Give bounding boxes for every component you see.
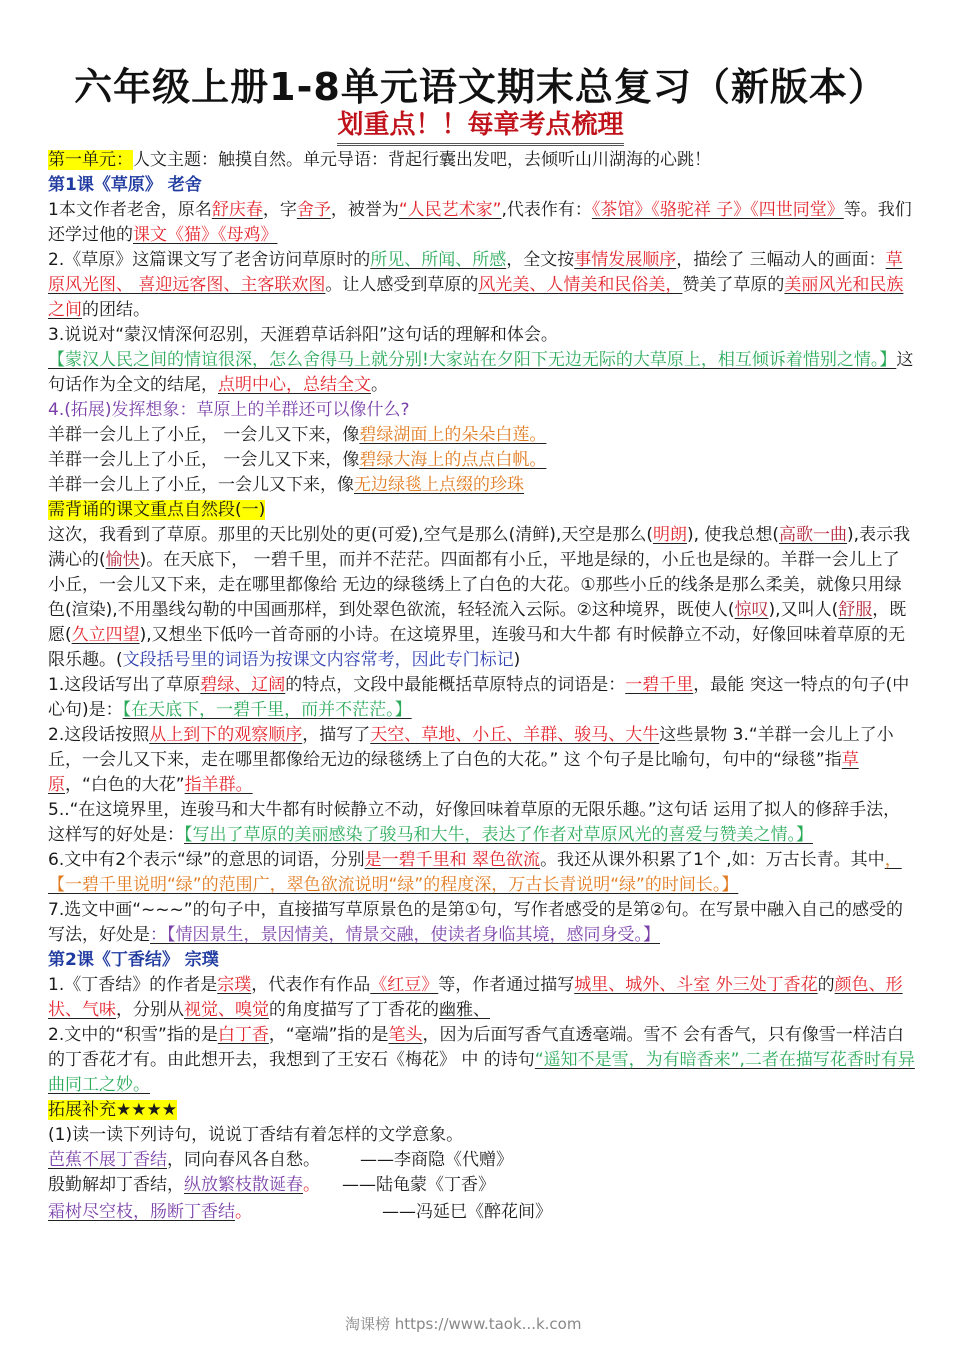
answer: “人民艺术家” (398, 200, 502, 220)
answer: 无边绿毯上点缀的珍珠 (354, 475, 524, 495)
text: ,代表作有： (501, 200, 592, 220)
text: ，因为后面写香气直透毫端。雪不 会有香气，只有像雪一样洁白的丁香花才有。由此想开去，我想到了王安石《梅花》 中 的诗句 (48, 1025, 904, 1070)
answer: 草原 (48, 750, 859, 795)
text: ，被誉为 (330, 200, 399, 220)
answer: 舍予 (296, 200, 331, 220)
text: 。 (235, 1202, 252, 1222)
lesson1-q1 (48, 198, 916, 248)
ext-label-line (48, 1098, 916, 1123)
text: 1本文作者老舍，原名 (48, 200, 212, 220)
answer: ，【一碧千里说明“绿”的范围广，翠色欲流说明“绿”的程度深，万古长青说明“绿”的时间长。】 (48, 850, 902, 895)
text: )。在天底下， 一碧千里，而并不茫茫。四面都有小丘，平地是绿的，小丘也是绿的。羊群一会儿上了小丘，一会儿又下来，走在哪里都像给 无边的绿毯绣上了白色的大花。①那些小丘的线条是那么柔美，就像只用绿色(渲染),不用墨线勾勒的中国画那样，到处翠色欲流，轻轻流入云际。②这种境界，既使人( (48, 550, 902, 620)
answer: 舒服 (838, 600, 873, 620)
answer: 一碧千里 (625, 675, 694, 695)
text: 等。我们还学过他的 (48, 200, 912, 245)
text: ) (513, 650, 521, 670)
text: 。让人感受到草原的 (325, 275, 479, 295)
answer: 惊叹 (734, 600, 769, 620)
answer: 宗璞 (217, 975, 252, 995)
text: 1.《丁香结》的作者是 (48, 975, 218, 995)
text: 殷勤解却丁香结， (48, 1175, 184, 1195)
passage-q5 (48, 798, 916, 848)
text: 6.文中有2个表示“绿”的意思的词语，分别 (48, 850, 365, 870)
poem-highlight: 芭蕉不展丁香结 (48, 1150, 167, 1170)
lesson2-q2 (48, 1023, 916, 1098)
q4-line (48, 448, 916, 473)
answer: 城里、城外、斗室 外三处丁香花 (574, 975, 818, 995)
watermark: 淘课榜 https://www.taok...k.com (345, 1315, 582, 1333)
poem-highlight: 纵放繁枝散诞春 (184, 1175, 303, 1195)
unit-label: 第一单元： (48, 150, 133, 170)
passage-q2 (48, 723, 916, 798)
text: 2.《草原》这篇课文写了老舍访问草原时的 (48, 250, 371, 270)
text: 赞美了草原的 (682, 275, 785, 295)
answer: 【蒙汉人民之间的情谊很深，怎么舍得马上就分别!大家站在夕阳下无边无际的大草原上，相互倾诉着惜别之情。】 (48, 350, 897, 370)
text: ，代表作有作品 (251, 975, 371, 995)
text: ，全文按 (506, 250, 575, 270)
answer: 明朗 (652, 525, 687, 545)
answer: 视觉、嗅觉 (184, 1000, 269, 1020)
page-subtitle: 划重点！！每章考点梳理 (337, 108, 623, 146)
answer: “遥知不是雪，为有暗香来” (534, 1050, 740, 1070)
answer: 久立四望 (71, 625, 140, 645)
answer: 指羊群。 (184, 775, 253, 795)
answer: 高歌一曲 (779, 525, 848, 545)
question: 3.说说对“蒙汉情深何忍别，天涯碧草话斜阳”这句话的理解和体会。 (48, 325, 558, 345)
passage-q1 (48, 673, 916, 723)
text: 这次，我看到了草原。那里的天比别处的更(可爱),空气是那么(清鲜),天空是那么( (48, 525, 653, 545)
poem-line (48, 1148, 916, 1173)
text: ，描写了 (302, 725, 371, 745)
answer: 【在天底下，一碧千里，而并不茫茫。】 (122, 700, 412, 720)
text: 。 (303, 1175, 320, 1195)
answer: 课文《猫》《母鸡》 (133, 225, 278, 245)
text: ，“毫端”指的是 (268, 1025, 389, 1045)
answer: 是一碧千里和 翠色欲流 (364, 850, 541, 870)
text: ),又叫人( (768, 600, 839, 620)
text: ),又想坐下低吟一首奇丽的小诗。在这境界里，连骏马和大牛都 有时候静立不动，好像回味着草原的无限乐趣。( (48, 625, 906, 670)
poem-author: ——李商隐《代赠》 (360, 1150, 513, 1170)
answer: 舒庆春 (211, 200, 263, 220)
subtitle-wrap (0, 108, 961, 146)
answer: ：【情因景生，景因情美，情景交融，使读者身临其境，感同身受。】 (150, 925, 660, 945)
answer: 风光美、人情美和民俗美， (478, 275, 683, 295)
text: 的角度描写了丁香花的 (269, 1000, 439, 1020)
text: ，最能 突这一特点的句子(中心句)是： (48, 675, 910, 720)
unit-intro (48, 148, 916, 173)
text: ), 使我总想( (686, 525, 780, 545)
answer: 《红豆》 (370, 975, 439, 995)
answer: 从上到下的观察顺序 (149, 725, 303, 745)
document-body (48, 148, 916, 1225)
text: ，字 (262, 200, 297, 220)
answer: 美丽风光和民族之间 (48, 275, 904, 320)
q4-line (48, 423, 916, 448)
text: 羊群一会儿上了小丘， 一会儿又下来，像 (48, 425, 360, 445)
answer: 《茶馆》《骆驼祥 子》《四世同堂》 (591, 200, 844, 220)
q4-line (48, 473, 916, 498)
answer: 笔头 (388, 1025, 423, 1045)
text: 7.选文中画“~~~”的句子中，直接描写草原景色的是第①句，写作者感受的是第②句。在写景中融入自己的感受的写法，好处是 (48, 900, 904, 945)
text: 1.这段话写出了草原 (48, 675, 201, 695)
lesson2-heading: 第2课《丁香结》 宗璞 (48, 950, 219, 970)
lesson1-q4: 4.(拓展)发挥想象：草原上的羊群还可以像什么? (48, 400, 410, 420)
text: 。我还从课外积累了1个 ,如：万古长青。其中 (540, 850, 885, 870)
page-title: 六年级上册1-8单元语文期末总复习（新版本） (74, 65, 887, 109)
answer: 白丁香 (217, 1025, 269, 1045)
answer: 所见、所闻、所感 (370, 250, 507, 270)
recite-label-line (48, 498, 916, 523)
lesson1-passage (48, 523, 916, 673)
answer: ,二者在描写花香时有异曲同工之妙。 (48, 1050, 915, 1095)
lesson2-q1 (48, 973, 916, 1023)
poem-author: ——冯延巳《醉花间》 (382, 1202, 552, 1222)
answer: 事情发展顺序 (574, 250, 677, 270)
text: 。 (371, 375, 388, 395)
text: ，描绘了 三幅动人的画面： (676, 250, 886, 270)
text: 2.这段话按照 (48, 725, 150, 745)
answer: 碧绿、辽阔 (200, 675, 286, 695)
answer: 草原风光图、 喜迎远客图、主客联欢图 (48, 250, 903, 295)
answer: 【写出了草原的美丽感染了骏马和大牛，表达了作者对草原风光的喜爱与赞美之情。】 (184, 825, 813, 845)
text: 2.文中的“积雪”指的是 (48, 1025, 218, 1045)
passage-q7 (48, 898, 916, 948)
text: 的 (817, 975, 835, 995)
ext-label: 拓展补充★★★★ (48, 1100, 177, 1120)
recite-label: 需背诵的课文重点自然段(一) (48, 500, 266, 520)
note: 文段括号里的词语为按课文内容常考，因此专门标记 (122, 650, 514, 670)
text: 5..“在这境界里，连骏马和大牛都有时候静立不动，好像回味着草原的无限乐趣。”这句话 运用了拟人的修辞手法，这样写的好处是： (48, 800, 901, 845)
text: 羊群一会儿上了小丘，一会儿又下来，像 (48, 475, 354, 495)
text: ，同向春风各自愁。 (167, 1150, 320, 1170)
ext-question: (1)读一读下列诗句，说说丁香结有着怎样的文学意象。 (48, 1125, 464, 1145)
poem-highlight: 霜树尽空枝，肠断丁香结 (48, 1202, 235, 1222)
text: 的团结。 (82, 300, 150, 320)
lesson1-q3 (48, 323, 916, 398)
text: ，既愿( (48, 600, 907, 645)
unit-text: 人文主题：触摸自然。单元导语：背起行囊出发吧，去倾听山川湖海的心跳！ (133, 150, 711, 170)
text: 的特点，文段中最能概括草原特点的词语是： (285, 675, 626, 695)
text: ，分别从 (116, 1000, 184, 1020)
answer: 愉快 (105, 550, 140, 570)
text: ),表示我满心的( (48, 525, 911, 570)
lesson1-heading: 第1课《草原》 老舍 (48, 175, 202, 195)
answer: 幽雅、 (439, 1000, 490, 1020)
passage-q6 (48, 848, 916, 898)
text: 这句话作为全文的结尾， (48, 350, 914, 395)
text: 羊群一会儿上了小丘， 一会儿又下来，像 (48, 450, 360, 470)
answer: 碧绿大海上的点点白帆。 (359, 450, 547, 470)
poem-line (48, 1200, 916, 1225)
answer: 颜色、形状、气味 (48, 975, 903, 1020)
text: 这些景物 3.“羊群一会儿上了小丘，一会儿又下来，走在哪里都像给无边的绿毯绣上了白色的大花。” 这 个句子是比喻句，句中的“绿毯”指 (48, 725, 894, 770)
lesson1-q2 (48, 248, 916, 323)
text: ，“白色的大花” (65, 775, 185, 795)
answer: 碧绿湖面上的朵朵白莲。 (359, 425, 547, 445)
text: 等，作者通过描写 (438, 975, 575, 995)
answer: 点明中心，总结全文 (218, 375, 371, 395)
answer: 天空、草地、小丘、羊群、骏马、大牛 (370, 725, 660, 745)
poem-line (48, 1173, 916, 1198)
poem-author: ——陆龟蒙《丁香》 (342, 1175, 495, 1195)
